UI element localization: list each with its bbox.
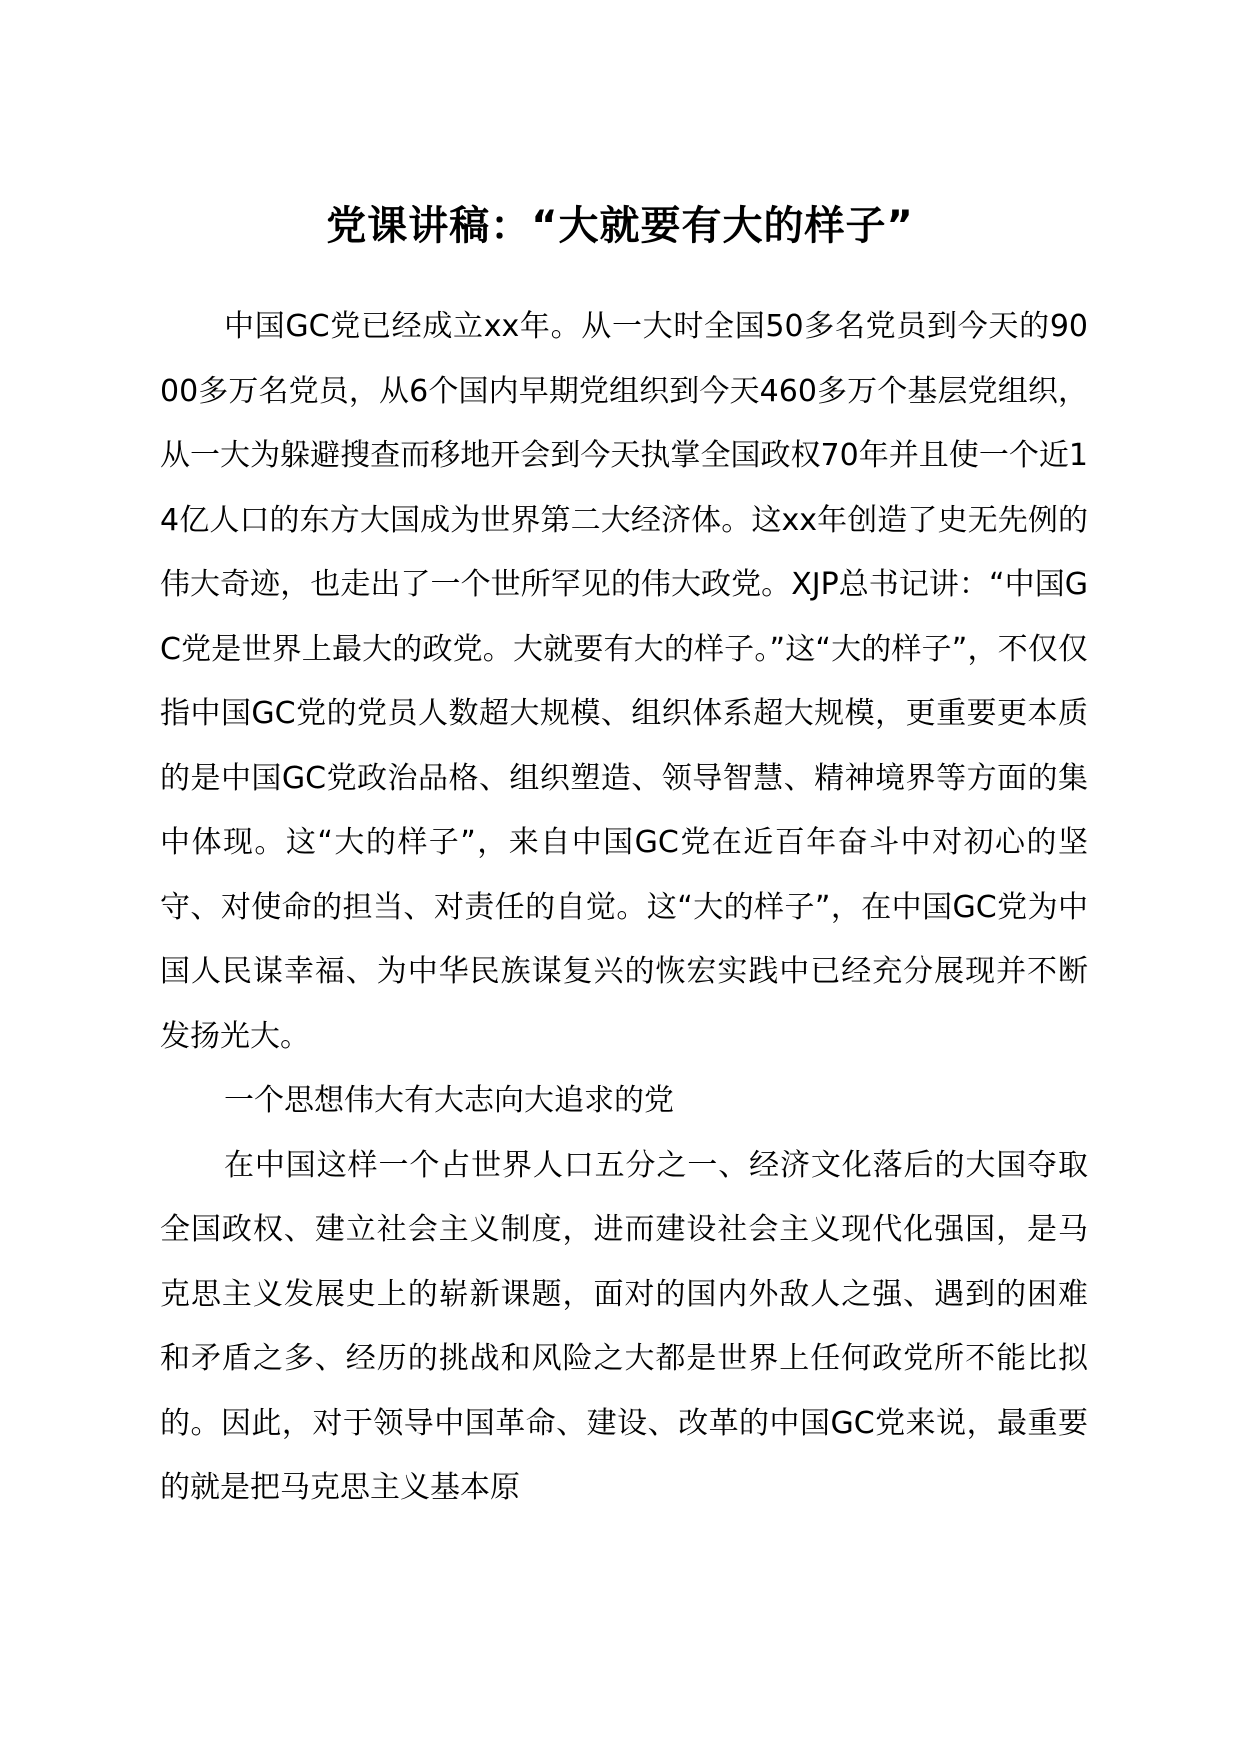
- section-heading: 一个思想伟大有大志向大追求的党: [224, 1083, 674, 1118]
- body-paragraph: 在中国这样一个占世界人口五分之一、经济文化落后的大国夺取全国政权、建立社会主义制度，进而建设社会主义现代化强国，是马克思主义发展史上的崭新课题，面对的国内外敌人之强、遇到的困难和矛盾之多、经历的挑战和风险之大都是世界上任何政党所不能比拟的。因此，对于领导中国革命、建设、改革的中国GC党来说，最重要的就是把马克思主义基本原: [160, 1147, 1088, 1505]
- document-title: 党课讲稿：“大就要有大的样子”: [326, 203, 914, 249]
- body-paragraph: 中国GC党已经成立xx年。从一大时全国50多名党员到今天的9000多万名党员，从6个国内早期党组织到今天460多万个基层党组织，从一大为躲避搜查而移地开会到今天执掌全国政权70年并且使一个近14亿人口的东方大国成为世界第二大经济体。这xx年创造了史无先例的伟大奇迹，也走出了一个世所罕见的伟大政党。XJP总书记讲：“中国GC党是世界上最大的政党。大就要有大的样子。”这“大的样子”，不仅仅指中国GC党的党员人数超大规模、组织体系超大规模，更重要更本质的是中国GC党政治品格、组织塑造、领导智慧、精神境界等方面的集中体现。这“大的样子”，来自中国GC党在近百年奋斗中对初心的坚守、对使命的担当、对责任的自觉。这“大的样子”，在中国GC党为中国人民谋幸福、为中华民族谋复兴的恢宏实践中已经充分展现并不断发扬光大。: [160, 309, 1088, 1054]
- document-body: [160, 295, 1088, 1521]
